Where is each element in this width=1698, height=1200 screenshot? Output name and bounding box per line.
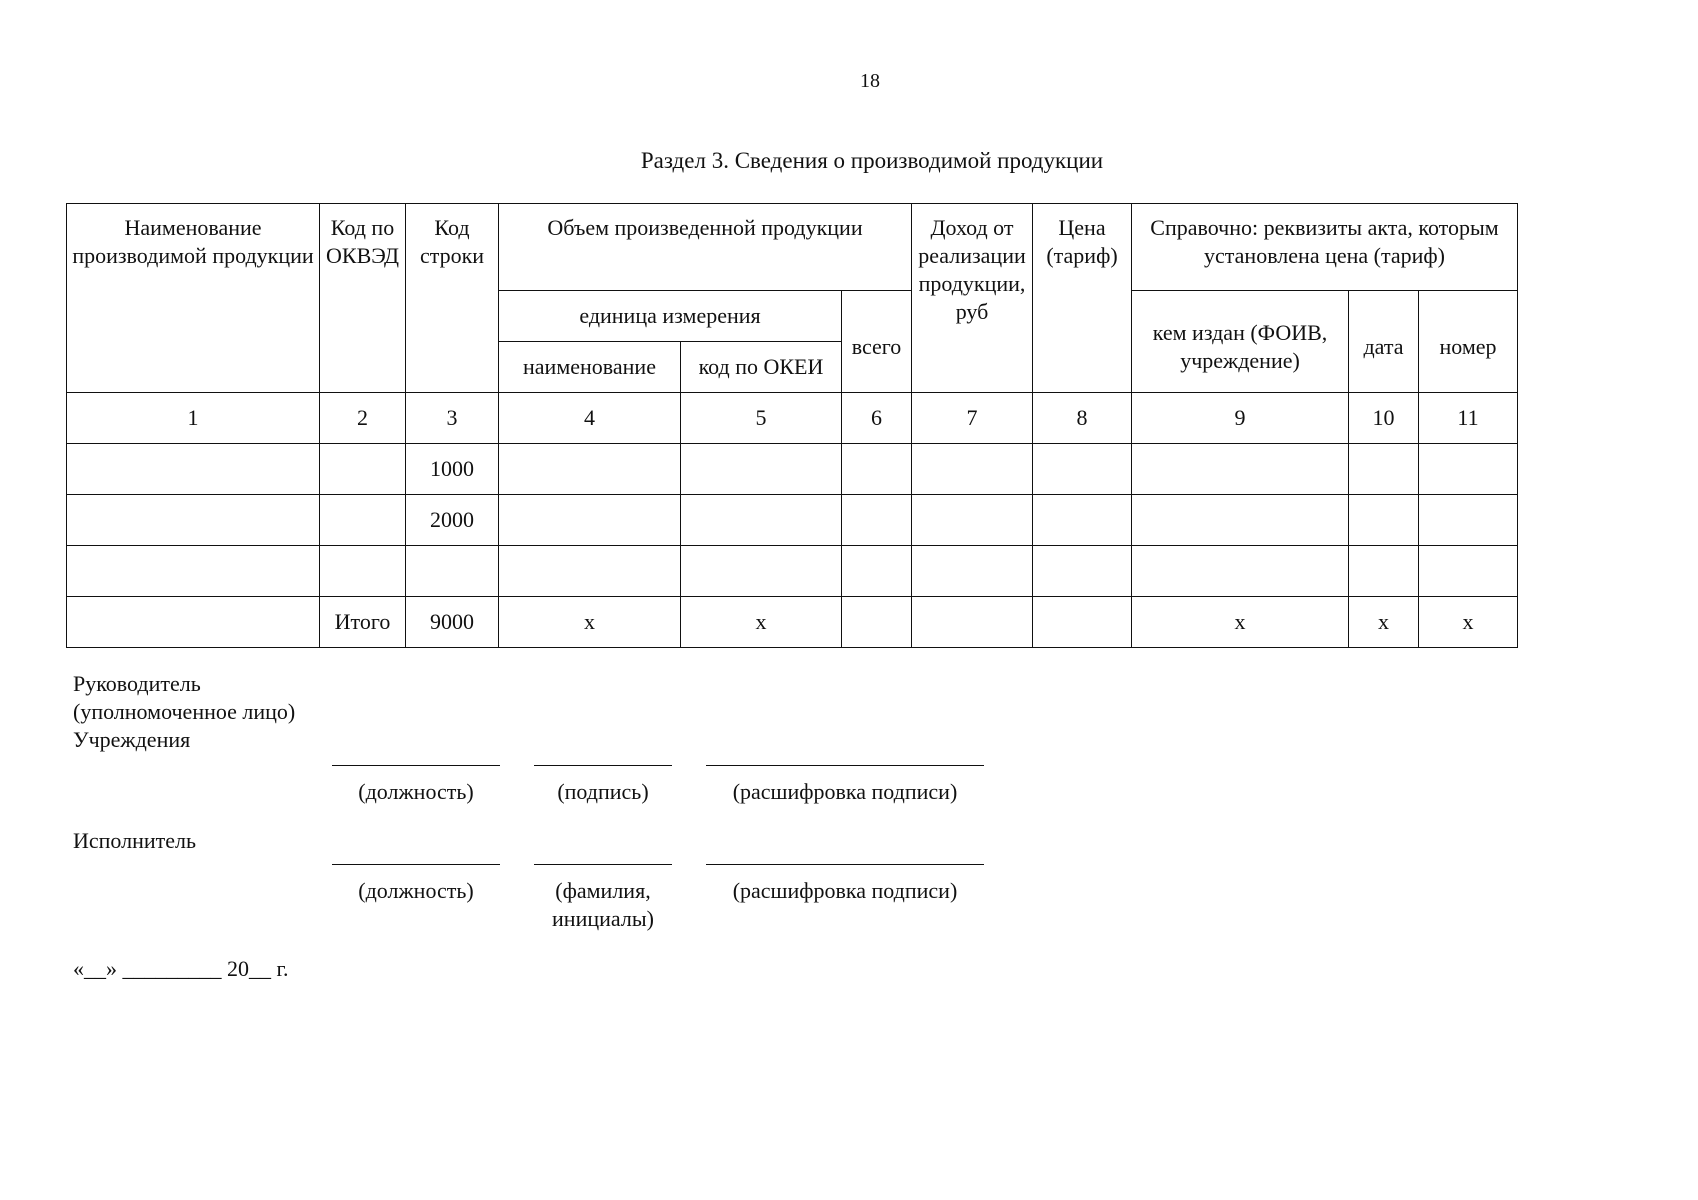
table-cell[interactable] xyxy=(681,444,842,495)
header-product-name: Наименование производимой продукции xyxy=(67,204,320,393)
header-okei: код по ОКЕИ xyxy=(681,342,842,393)
table-cell[interactable] xyxy=(681,546,842,597)
executor-label: Исполнитель xyxy=(73,828,197,853)
table-cell: 9000 xyxy=(406,597,499,648)
head-label-2: (уполномоченное лицо) xyxy=(73,699,296,724)
column-number-row xyxy=(67,393,1518,444)
column-number: 1 xyxy=(67,393,320,444)
table-cell[interactable] xyxy=(1419,546,1518,597)
executor-position-line[interactable] xyxy=(332,864,500,865)
column-number: 7 xyxy=(912,393,1033,444)
column-number: 5 xyxy=(681,393,842,444)
table-row xyxy=(67,495,1518,546)
table-cell[interactable] xyxy=(842,597,912,648)
column-number: 6 xyxy=(842,393,912,444)
table-cell[interactable] xyxy=(1419,495,1518,546)
table-cell: x xyxy=(1349,597,1419,648)
header-date: дата xyxy=(1349,291,1419,393)
table-cell[interactable] xyxy=(1419,444,1518,495)
table-cell[interactable] xyxy=(320,546,406,597)
table-cell[interactable] xyxy=(1132,495,1349,546)
table-cell[interactable] xyxy=(67,444,320,495)
table-row xyxy=(67,444,1518,495)
table-cell[interactable] xyxy=(499,495,681,546)
header-okved: Код по ОКВЭД xyxy=(320,204,406,393)
executor-decoding-line[interactable] xyxy=(706,864,984,865)
table-cell: 2000 xyxy=(406,495,499,546)
table-cell[interactable] xyxy=(1349,444,1419,495)
column-number: 11 xyxy=(1419,393,1518,444)
table-cell[interactable] xyxy=(1132,444,1349,495)
column-number: 4 xyxy=(499,393,681,444)
header-income: Доход от реализации продукции, руб xyxy=(912,204,1033,393)
table-cell: x xyxy=(1419,597,1518,648)
head-position-caption: (должность) xyxy=(358,779,474,804)
header-number: номер xyxy=(1419,291,1518,393)
table-cell[interactable] xyxy=(912,546,1033,597)
head-label-3: Учреждения xyxy=(73,727,191,752)
executor-position-caption: (должность) xyxy=(358,878,474,903)
page-number: 18 xyxy=(860,70,880,92)
table-cell: x xyxy=(499,597,681,648)
table-cell[interactable] xyxy=(842,495,912,546)
executor-surname-caption-1: (фамилия, xyxy=(555,878,651,903)
head-signature-line[interactable] xyxy=(534,765,672,766)
table-cell[interactable] xyxy=(67,546,320,597)
table-cell[interactable] xyxy=(842,546,912,597)
table-cell[interactable] xyxy=(912,597,1033,648)
table-cell: 1000 xyxy=(406,444,499,495)
table-cell[interactable] xyxy=(1349,495,1419,546)
header-volume: Объем произведенной продукции xyxy=(499,204,912,291)
table-cell[interactable] xyxy=(1033,546,1132,597)
head-signature-caption: (подпись) xyxy=(557,779,649,804)
header-unit: единица измерения xyxy=(499,291,842,342)
table-cell[interactable] xyxy=(1033,495,1132,546)
executor-decoding-caption: (расшифровка подписи) xyxy=(732,878,958,903)
table-row xyxy=(67,597,1518,648)
header-price: Цена (тариф) xyxy=(1033,204,1132,393)
table-cell[interactable] xyxy=(1349,546,1419,597)
column-number: 9 xyxy=(1132,393,1349,444)
header-unit-name: наименование xyxy=(499,342,681,393)
table-cell[interactable] xyxy=(912,495,1033,546)
table-cell[interactable] xyxy=(1132,546,1349,597)
table-cell: Итого xyxy=(320,597,406,648)
table-cell: x xyxy=(1132,597,1349,648)
head-decoding-caption: (расшифровка подписи) xyxy=(732,779,958,804)
head-label-1: Руководитель xyxy=(73,671,201,696)
header-issued-by: кем издан (ФОИВ, учреждение) xyxy=(1132,291,1349,393)
column-number: 8 xyxy=(1033,393,1132,444)
table-row xyxy=(67,546,1518,597)
table-cell[interactable] xyxy=(406,546,499,597)
table-cell[interactable] xyxy=(320,495,406,546)
table-cell: x xyxy=(681,597,842,648)
header-total: всего xyxy=(842,291,912,393)
head-position-line[interactable] xyxy=(332,765,500,766)
date-line[interactable]: «__» _________ 20__ г. xyxy=(73,956,289,981)
product-table xyxy=(66,203,1518,648)
table-cell[interactable] xyxy=(1033,597,1132,648)
section-title: Раздел 3. Сведения о производимой продукции xyxy=(640,148,1104,173)
column-number: 10 xyxy=(1349,393,1419,444)
table-cell[interactable] xyxy=(681,495,842,546)
table-cell[interactable] xyxy=(842,444,912,495)
table-cell[interactable] xyxy=(67,597,320,648)
table-cell[interactable] xyxy=(499,546,681,597)
column-number: 3 xyxy=(406,393,499,444)
column-number: 2 xyxy=(320,393,406,444)
head-decoding-line[interactable] xyxy=(706,765,984,766)
table-cell[interactable] xyxy=(320,444,406,495)
table-cell[interactable] xyxy=(67,495,320,546)
header-row-code: Код строки xyxy=(406,204,499,393)
header-act-ref: Справочно: реквизиты акта, которым установлена цена (тариф) xyxy=(1132,204,1518,291)
executor-surname-caption-2: инициалы) xyxy=(552,906,654,931)
table-cell[interactable] xyxy=(499,444,681,495)
executor-surname-line[interactable] xyxy=(534,864,672,865)
table-cell[interactable] xyxy=(1033,444,1132,495)
table-cell[interactable] xyxy=(912,444,1033,495)
